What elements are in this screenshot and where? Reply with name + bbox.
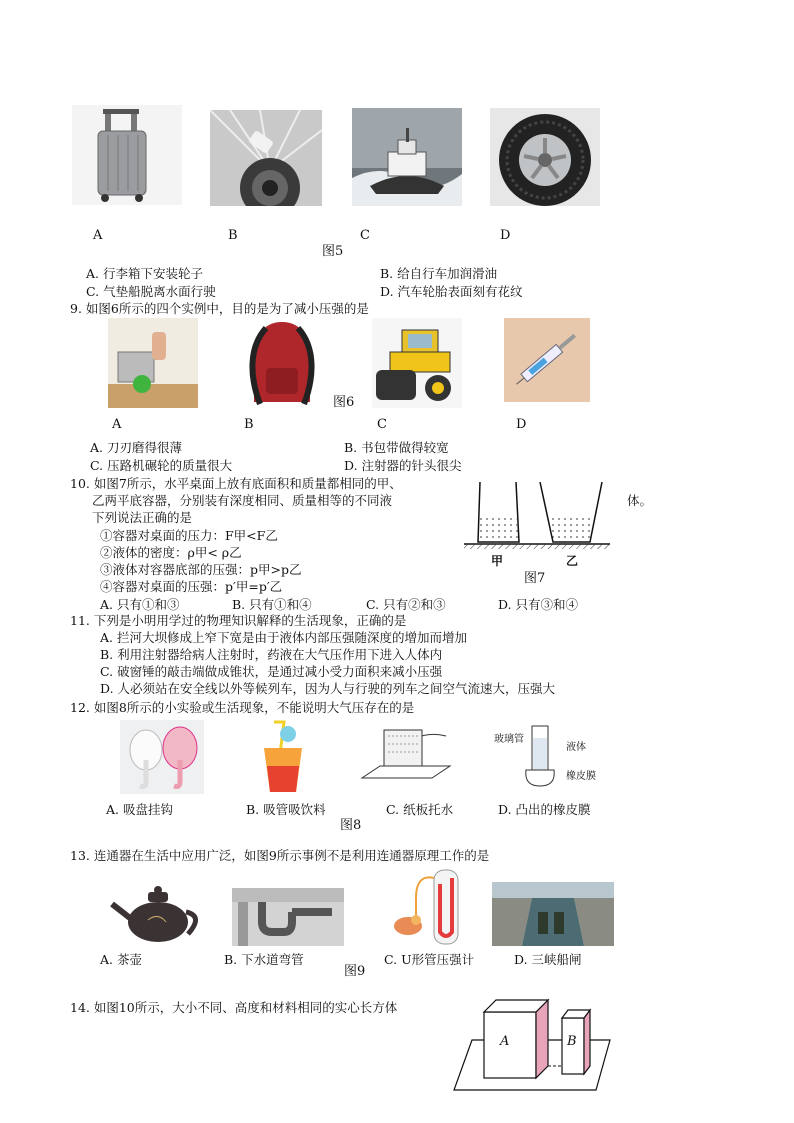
q10-option-a: A. 只有①和③: [100, 597, 180, 612]
q14-stem: 14. 如图10所示，大小不同、高度和材料相同的实心长方体: [70, 1000, 398, 1015]
q13-option-b: B. 下水道弯管: [224, 952, 304, 967]
fig7-caption: 图7: [524, 571, 546, 586]
tube-label-glass: 玻璃管: [494, 734, 524, 745]
q8-option-d: D. 汽车轮胎表面刻有花纹: [380, 284, 523, 299]
fig6-letter-b: B: [244, 417, 254, 432]
fig5-letter-c: C: [360, 228, 370, 243]
teapot-image: [108, 882, 208, 946]
block-a-label: A: [500, 1034, 510, 1049]
fig5-caption: 图5: [322, 244, 344, 259]
q13-stem: 13. 连通器在生活中应用广泛，如图9所示事例不是利用连通器原理工作的是: [70, 848, 490, 863]
q8-option-a: A. 行李箱下安装轮子: [86, 266, 203, 281]
q11-option-b: B. 利用注射器给病人注射时，药液在大气压作用下进入人体内: [100, 647, 443, 662]
fig6-letter-a: A: [112, 417, 122, 432]
fig7-containers-diagram: [460, 474, 620, 560]
q8-option-c: C. 气垫船脱离水面行驶: [86, 284, 216, 299]
q9-option-d: D. 注射器的针头很尖: [344, 458, 462, 473]
fig5-letter-a: A: [93, 228, 103, 243]
fig7-label-jia: 甲: [491, 554, 504, 568]
fig5-letter-b: B: [228, 228, 238, 243]
suitcase-image: [72, 105, 182, 205]
tube-label-liquid: 液体: [566, 742, 586, 753]
q9-option-b: B. 书包带做得较宽: [344, 440, 449, 455]
fig10-blocks-diagram: [450, 994, 620, 1094]
q10-statement-2: ②液体的密度：ρ甲< ρ乙: [100, 545, 242, 560]
cardboard-water-image: [360, 722, 452, 788]
drain-pipe-image: [232, 888, 344, 946]
suction-hook-image: [120, 720, 204, 794]
q12-option-a: A. 吸盘挂钩: [106, 802, 173, 817]
q12-option-d: D. 凸出的橡皮膜: [498, 802, 591, 817]
q12-option-c: C. 纸板托水: [386, 802, 454, 817]
rubber-film-tube-image: [520, 724, 564, 788]
q12-option-b: B. 吸管吸饮料: [246, 802, 326, 817]
q10-statement-3: ③液体对容器底部的压强：p甲>p乙: [100, 562, 302, 577]
q8-option-b: B. 给自行车加润滑油: [380, 266, 498, 281]
tire-image: [490, 108, 600, 206]
q10-line3: 下列说法正确的是: [92, 510, 193, 525]
fig6-letter-d: D: [516, 417, 527, 432]
q12-stem: 12. 如图8所示的小实验或生活现象，不能说明大气压存在的是: [70, 700, 415, 715]
q9-option-c: C. 压路机碾轮的质量很大: [90, 458, 233, 473]
knife-image: [108, 318, 198, 408]
q10-line2-tail: 体。: [627, 493, 653, 508]
fig9-caption: 图9: [344, 964, 366, 979]
road-roller-image: [372, 318, 462, 408]
q11-stem: 11. 下列是小明用学过的物理知识解释的生活现象，正确的是: [70, 613, 407, 628]
q11-option-a: A. 拦河大坝修成上窄下宽是由于液体内部压强随深度的增加而增加: [100, 630, 467, 645]
syringe-image: [504, 318, 590, 402]
backpack-image: [240, 318, 324, 410]
q11-option-d: D. 人必须站在安全线以外等候列车，因为人与行驶的列车之间空气流速大，压强大: [100, 681, 556, 696]
q11-option-c: C. 破窗锤的敲击端做成锥状，是通过减小受力面积来减小压强: [100, 664, 443, 679]
q9-stem: 9. 如图6所示的四个实例中，目的是为了减小压强的是: [70, 301, 369, 316]
q10-statement-4: ④容器对桌面的压强：p′甲=p′乙: [100, 579, 283, 594]
q10-statement-1: ①容器对桌面的压力：F甲<F乙: [100, 528, 278, 543]
u-tube-manometer-image: [386, 868, 472, 946]
bicycle-chain-image: [210, 110, 322, 206]
q10-option-d: D. 只有③和④: [498, 597, 579, 612]
fig6-letter-c: C: [377, 417, 387, 432]
q13-option-c: C. U形管压强计: [384, 952, 475, 967]
straw-drink-image: [258, 720, 308, 794]
tube-label-film: 橡皮膜: [566, 771, 596, 782]
q13-option-a: A. 茶壶: [100, 952, 142, 967]
three-gorges-lock-image: [492, 882, 614, 946]
block-b-label: B: [567, 1034, 577, 1049]
fig5-letter-d: D: [500, 228, 511, 243]
fig6-caption: 图6: [333, 395, 355, 410]
hovercraft-image: [352, 108, 462, 206]
q10-line2: 乙两平底容器，分别装有深度相同、质量相等的不同液: [92, 493, 393, 508]
fig7-label-yi: 乙: [566, 554, 579, 568]
q13-option-d: D. 三峡船闸: [514, 952, 582, 967]
fig8-caption: 图8: [340, 818, 362, 833]
q10-option-c: C. 只有②和③: [366, 597, 446, 612]
q10-option-b: B. 只有①和④: [232, 597, 312, 612]
q10-line1: 10. 如图7所示，水平桌面上放有底面积和质量都相同的甲、: [70, 476, 402, 491]
q9-option-a: A. 刀刃磨得很薄: [90, 440, 182, 455]
